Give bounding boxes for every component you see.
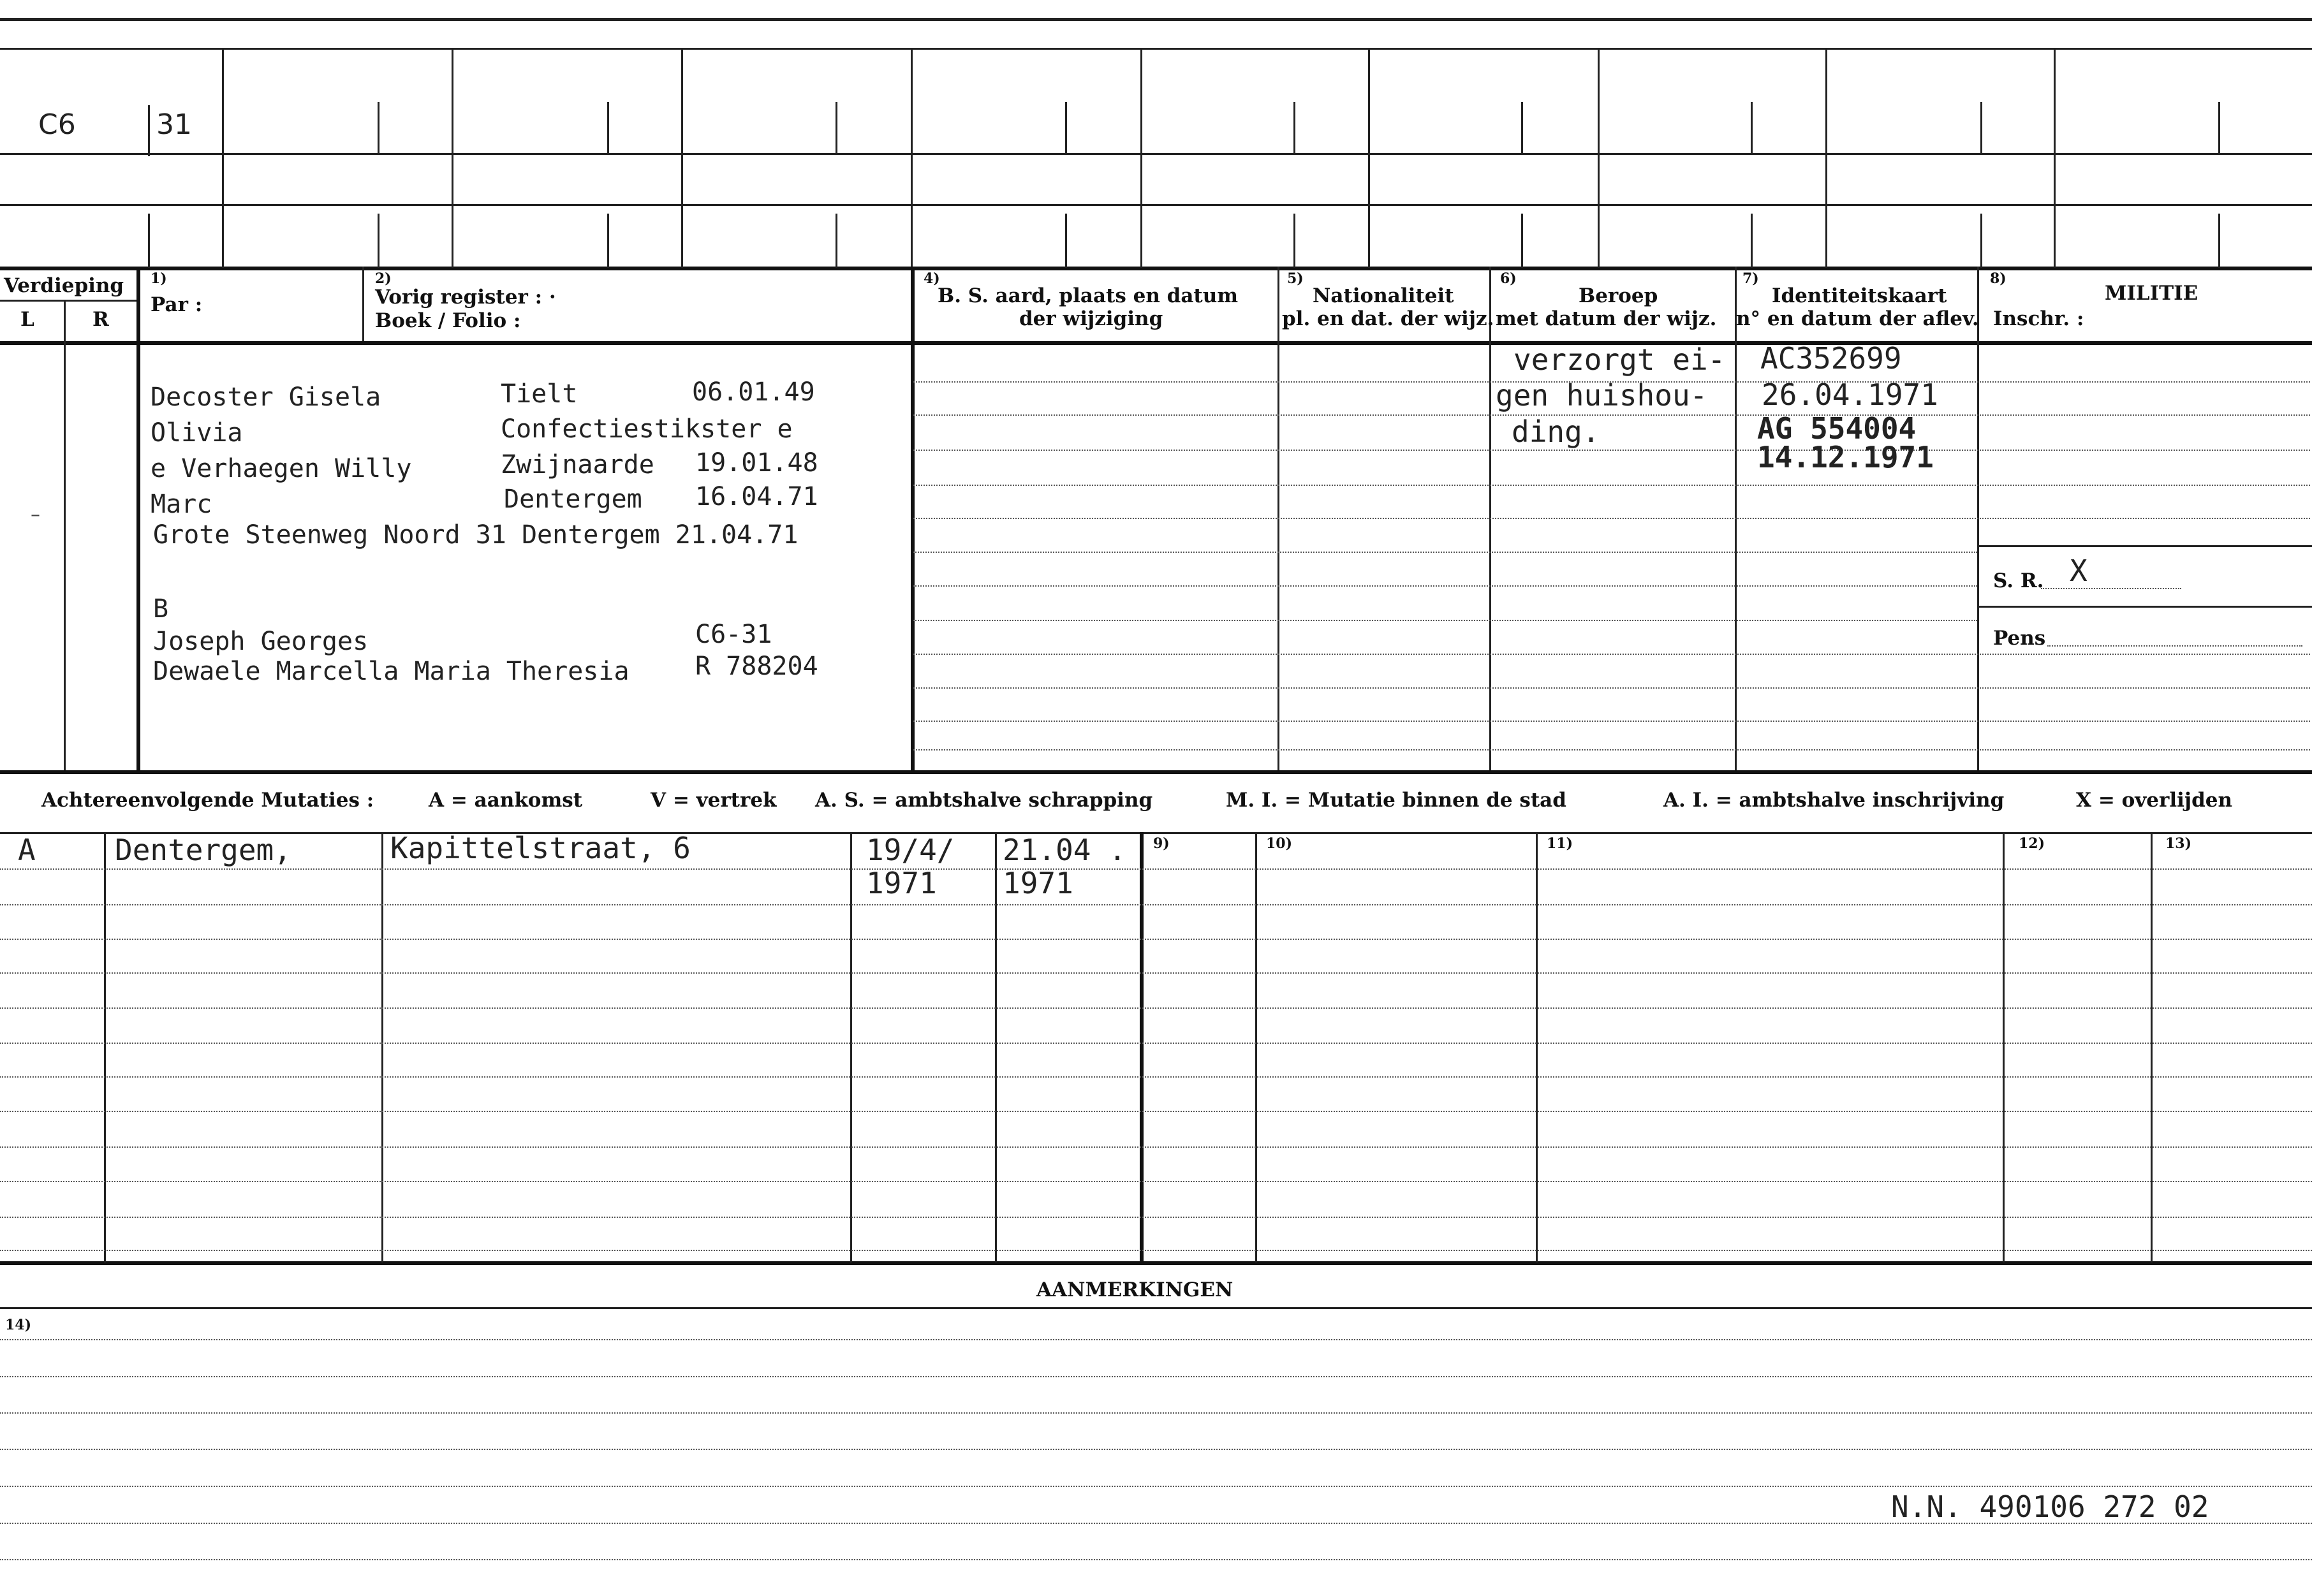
header-number-2: 2) <box>375 270 392 287</box>
mutatie-code: A <box>18 833 36 867</box>
mutatie-street: Kapittelstraat, 6 <box>390 831 691 865</box>
mutatie-date-a-line1: 19/4/ <box>866 833 955 867</box>
person-address: Grote Steenweg Noord 31 Dentergem 21.04.71 <box>153 520 799 550</box>
column-r-label: R <box>92 308 109 331</box>
header-number-8: 8) <box>1990 270 2006 287</box>
aanmerkingen-number: 14) <box>5 1317 32 1333</box>
legend-aankomst: A = aankomst <box>429 789 583 812</box>
header-number-4: 4) <box>924 270 940 287</box>
person-name-row-3: e Verhaegen Willy <box>151 454 412 483</box>
inschr-label: Inschr. : <box>1993 307 2084 330</box>
id-card-date-1: 26.04.1971 <box>1762 377 1938 412</box>
verdieping-label: Verdieping <box>4 274 124 297</box>
nationaliteit-label: Nationaliteit <box>1313 284 1454 307</box>
person-place-row-4: Dentergem <box>504 485 642 514</box>
mutatie-date-b-line2: 1971 <box>1003 866 1073 900</box>
mutatie-col-number-13: 13) <box>2165 835 2192 852</box>
bs-label-line1: B. S. aard, plaats en datum <box>938 284 1239 307</box>
boek-folio-label: Boek / Folio : <box>375 309 521 332</box>
header-number-7: 7) <box>1742 270 1759 287</box>
nationaliteit-sublabel: pl. en dat. der wijz. <box>1282 307 1494 330</box>
id-card-date-2: 14.12.1971 <box>1757 440 1934 474</box>
mutatie-date-a-line2: 1971 <box>866 866 937 900</box>
mutatie-col-number-9: 9) <box>1153 835 1170 852</box>
person-date-row-1: 06.01.49 <box>692 377 815 407</box>
floor-dash: – <box>31 504 40 526</box>
parent-2-code: R 788204 <box>695 652 818 681</box>
person-date-row-4: 16.04.71 <box>695 482 818 511</box>
identiteitskaart-label: Identiteitskaart <box>1772 284 1947 307</box>
parent-2-name: Dewaele Marcella Maria Theresia <box>153 657 630 686</box>
header-number-1: 1) <box>151 270 167 287</box>
id-card-number-1: AC352699 <box>1760 341 1902 376</box>
parent-1-code: C6-31 <box>695 620 772 649</box>
person-name-row-2: Olivia <box>151 418 243 448</box>
register-code-right: 31 <box>156 108 192 141</box>
legend-overlijden: X = overlijden <box>2076 789 2233 812</box>
vorig-register-label: Vorig register : · <box>375 286 556 309</box>
id-card-number-2: AG 554004 <box>1757 411 1917 446</box>
legend-mutatie-binnen-stad: M. I. = Mutatie binnen de stad <box>1226 789 1566 812</box>
b-label: B <box>153 594 169 624</box>
beroep-line-3: ding. <box>1512 414 1600 449</box>
mutatie-date-b-line1: 21.04 . <box>1003 833 1126 867</box>
identiteitskaart-sublabel: n° en datum der aflev. <box>1736 307 1979 330</box>
person-name-row-1: Decoster Gisela <box>151 383 381 412</box>
person-place-row-2: Confectiestikster e <box>501 414 793 444</box>
beroep-label: Beroep <box>1579 284 1658 307</box>
par-label: Par : <box>151 293 203 316</box>
mutatie-city: Dentergem, <box>115 833 291 867</box>
beroep-line-1: verzorgt ei- <box>1513 342 1726 377</box>
mutaties-title: Achtereenvolgende Mutaties : <box>41 789 374 812</box>
header-number-5: 5) <box>1287 270 1304 287</box>
sr-value: X <box>2070 553 2087 588</box>
beroep-sublabel: met datum der wijz. <box>1496 307 1717 330</box>
national-number: N.N. 490106 272 02 <box>1891 1490 2209 1524</box>
person-place-row-1: Tielt <box>501 379 578 409</box>
sr-label: S. R. <box>1993 569 2044 592</box>
aanmerkingen-title: AANMERKINGEN <box>1036 1278 1233 1301</box>
header-number-6: 6) <box>1500 270 1517 287</box>
mutatie-col-number-11: 11) <box>1547 835 1573 852</box>
legend-ambtshalve-schrapping: A. S. = ambtshalve schrapping <box>815 789 1153 812</box>
beroep-line-2: gen huishou- <box>1496 378 1708 413</box>
pens-label: Pens <box>1993 627 2046 650</box>
person-date-row-3: 19.01.48 <box>695 448 818 478</box>
legend-ambtshalve-inschrijving: A. I. = ambtshalve inschrijving <box>1663 789 2005 812</box>
mutatie-col-number-10: 10) <box>1266 835 1293 852</box>
mutatie-col-number-12: 12) <box>2019 835 2045 852</box>
legend-vertrek: V = vertrek <box>651 789 777 812</box>
parent-1-name: Joseph Georges <box>153 627 369 656</box>
person-place-row-3: Zwijnaarde <box>501 450 654 480</box>
column-l-label: L <box>20 308 34 331</box>
register-code-left: C6 <box>38 108 76 141</box>
bs-label-line2: der wijziging <box>1019 307 1163 330</box>
militie-label: MILITIE <box>2105 282 2198 305</box>
person-name-row-4: Marc <box>151 490 212 519</box>
